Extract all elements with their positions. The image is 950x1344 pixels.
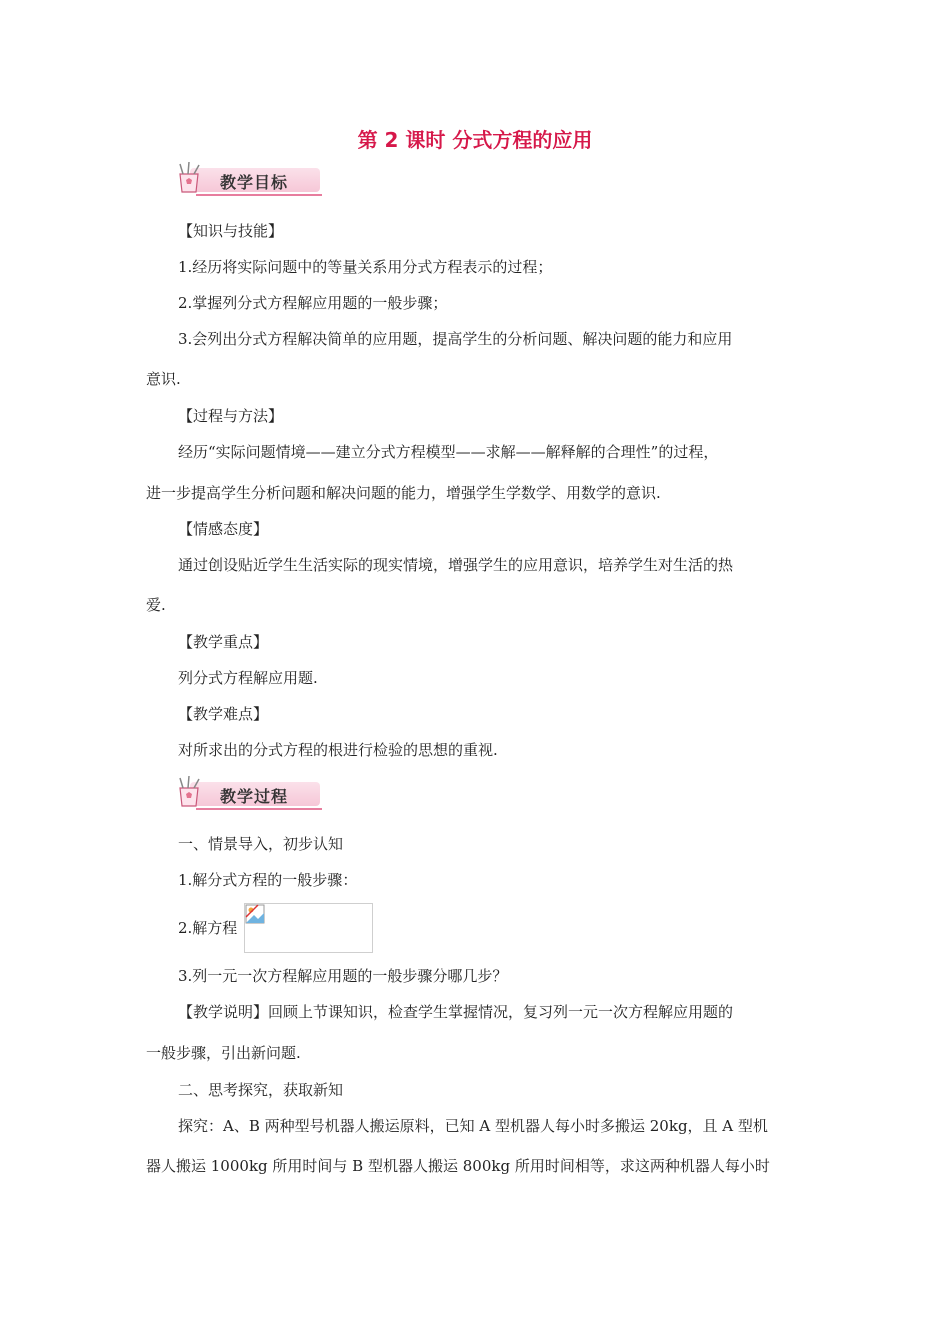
text-line: 探究：A、B 两种型号机器人搬运原料，已知 A 型机器人每小时多搬运 20kg，且 A 型机 bbox=[178, 1117, 768, 1135]
section-banner-goals bbox=[172, 158, 322, 198]
text-line: 【情感态度】 bbox=[178, 520, 269, 538]
text-line: 通过创设贴近学生生活实际的现实情境，增强学生的应用意识，培养学生对生活的热 bbox=[178, 556, 734, 574]
page-title: 第 2 课时 分式方程的应用 bbox=[357, 128, 593, 152]
section-banner-process bbox=[172, 772, 322, 812]
text-line: 2.解方程 bbox=[178, 919, 238, 937]
text-line: 一、情景导入，初步认知 bbox=[178, 835, 344, 853]
text-line: 1.解分式方程的一般步骤： bbox=[178, 871, 358, 889]
text-line: 2.掌握列分式方程解应用题的一般步骤； bbox=[178, 294, 448, 312]
text-line: 【过程与方法】 bbox=[178, 407, 284, 425]
text-line: 3.会列出分式方程解决简单的应用题，提高学生的分析问题、解决问题的能力和应用 bbox=[178, 330, 733, 348]
text-line: 3.列一元一次方程解应用题的一般步骤分哪几步？ bbox=[178, 967, 508, 985]
text-line: 列分式方程解应用题. bbox=[178, 669, 318, 687]
text-line: 经历“实际问题情境——建立分式方程模型——求解——解释解的合理性”的过程， bbox=[178, 443, 719, 461]
text-line: 【教学重点】 bbox=[178, 633, 269, 651]
text-line: 对所求出的分式方程的根进行检验的思想的重视. bbox=[178, 741, 498, 759]
text-line: 1.经历将实际问题中的等量关系用分式方程表示的过程； bbox=[178, 258, 553, 276]
text-line: 进一步提高学生分析问题和解决问题的能力，增强学生学数学、用数学的意识. bbox=[146, 484, 661, 502]
text-line: 一般步骤，引出新问题. bbox=[146, 1044, 301, 1062]
section-label: 教学目标 bbox=[220, 173, 289, 192]
text-line: 【教学说明】回顾上节课知识，检查学生掌握情况，复习列一元一次方程解应用题的 bbox=[178, 1003, 734, 1021]
text-line: 【知识与技能】 bbox=[178, 222, 284, 240]
broken-image-icon bbox=[245, 904, 265, 924]
section-label: 教学过程 bbox=[220, 787, 289, 806]
text-line: 爱. bbox=[146, 596, 166, 614]
text-line: 器人搬运 1000kg 所用时间与 B 型机器人搬运 800kg 所用时间相等，求这两种机器人每小时 bbox=[146, 1157, 770, 1175]
text-line: 二、思考探究，获取新知 bbox=[178, 1081, 344, 1099]
pencil-cup-icon bbox=[174, 162, 204, 194]
text-line: 【教学难点】 bbox=[178, 705, 269, 723]
pencil-cup-icon bbox=[174, 776, 204, 808]
equation-image-placeholder bbox=[244, 903, 373, 953]
text-line: 意识. bbox=[146, 370, 181, 388]
